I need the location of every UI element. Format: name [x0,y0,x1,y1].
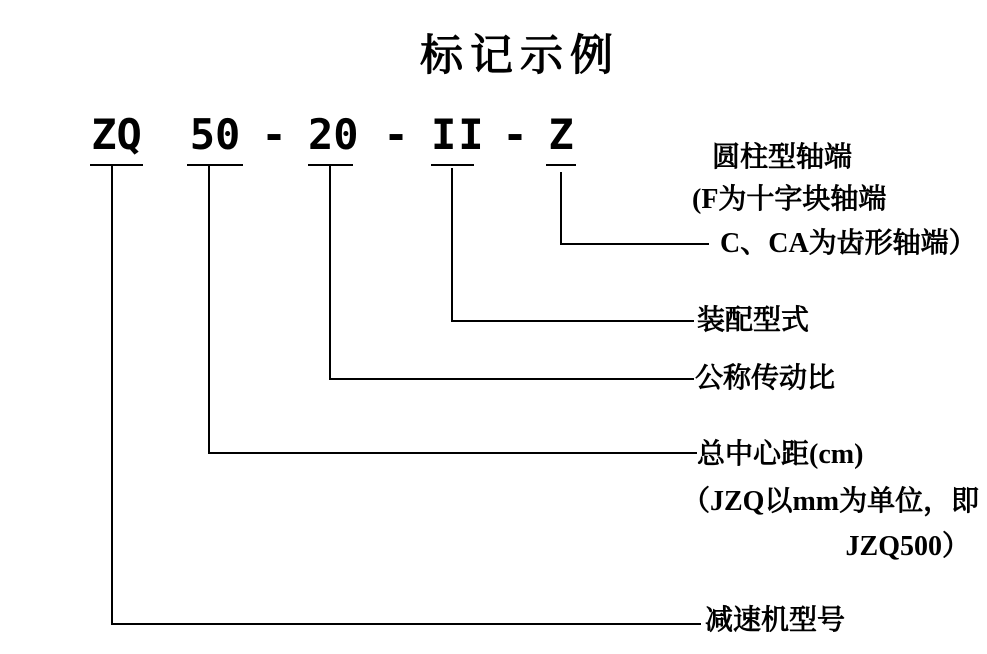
code-segment-shaft-end: Z [546,111,576,166]
leader-line-shaft-end-vertical [560,172,562,245]
label-center-distance-line3: JZQ500） [845,531,970,562]
leader-line-ratio-vertical [329,166,331,380]
leader-line-center-distance-horizontal [208,452,697,454]
leader-line-model-horizontal [111,623,701,625]
label-center-distance-line1: 总中心距(cm) [697,439,864,470]
code-separator: - [261,110,287,159]
label-assembly-type: 装配型式 [697,305,810,336]
leader-line-assembly-vertical [451,168,453,322]
label-reducer-model: 减速机型号 [705,605,846,636]
code-separator: - [383,110,409,159]
leader-line-assembly-horizontal [451,320,694,322]
leader-line-center-distance-vertical [208,166,210,454]
leader-line-model-vertical [111,166,113,625]
label-nominal-ratio: 公称传动比 [695,363,836,394]
label-shaft-end-line1: 圆柱型轴端 [712,142,853,173]
label-center-distance-line2: （JZQ以mm为单位，即 [682,486,980,517]
code-separator: - [502,110,528,159]
label-shaft-end-line2: (F为十字块轴端 [692,184,887,215]
leader-line-ratio-horizontal [329,378,694,380]
code-segment-model-prefix: ZQ [90,111,143,166]
page-title: 标记示例 [420,33,620,80]
code-segment-center-distance: 50 [187,111,243,166]
code-segment-ratio: 20 [308,111,353,166]
code-segment-assembly: II [431,111,474,166]
leader-line-shaft-end-horizontal [560,243,709,245]
label-shaft-end-line3: C、CA为齿形轴端） [720,228,977,259]
